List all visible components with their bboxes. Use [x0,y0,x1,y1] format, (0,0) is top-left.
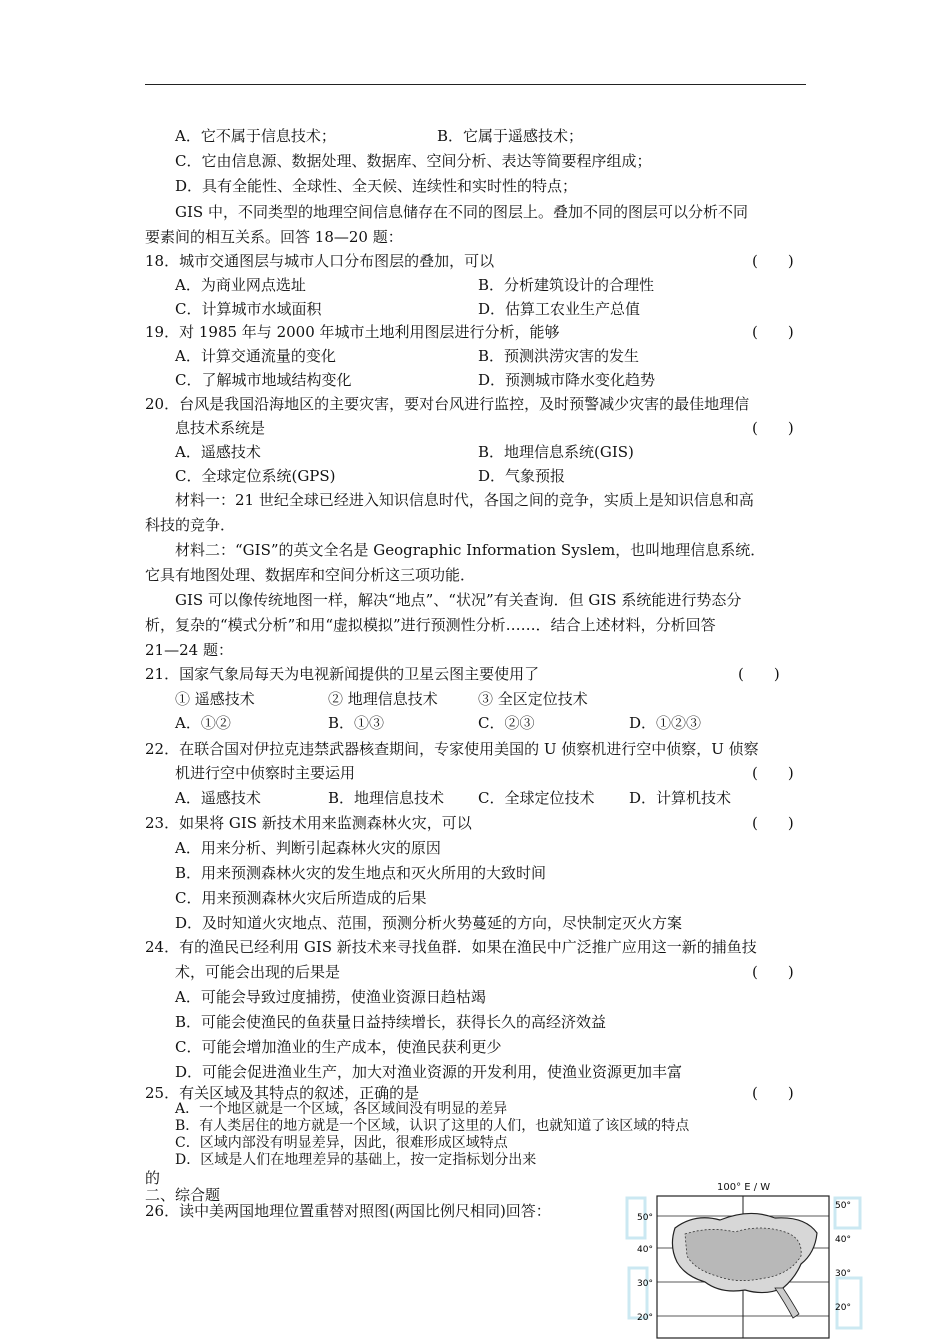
text-line: D．预测城市降水变化趋势 [478,371,656,389]
text-line: D．区域是人们在地理差异的基础上，按一定指标划分出来 [175,1152,537,1168]
text-line: D．计算机技术 [629,789,732,807]
text-line: 析，复杂的“模式分析”和用“虚拟模拟”进行预测性分析……．结合上述材料，分析回答 [145,616,716,634]
text-line: 机进行空中侦察时主要运用 [175,764,356,782]
text-line: 26．读中美两国地理位置重替对照图(两国比例尺相同)回答： [145,1202,551,1220]
text-line: 材料一：21 世纪全球已经进入知识信息时代，各国之间的竞争，实质上是知识信息和高 [175,491,754,509]
answer-bracket: ( ) [752,963,794,981]
text-line: 24．有的渔民已经利用 GIS 新技术来寻找鱼群．如果在渔民中广泛推广应用这一新的捕鱼技 [145,938,757,956]
china-usa-overlay-map [625,1178,865,1344]
text-line: D．气象预报 [478,467,566,485]
text-line: 22．在联合国对伊拉克违禁武器核查期间，专家使用美国的 U 侦察机进行空中侦察，U 侦察 [145,740,759,758]
text-line: C．了解城市地域结构变化 [175,371,352,389]
lat-label-right-30: 30° [835,1269,851,1279]
text-line: 18．城市交通图层与城市人口分布图层的叠加，可以 [145,252,495,270]
answer-bracket: ( ) [752,419,794,437]
text-line: D．及时知道火灾地点、范围，预测分析火势蔓延的方向，尽快制定灭火方案 [175,914,683,932]
lat-label-right-20: 20° [835,1303,851,1313]
lat-label-left-40: 40° [637,1245,653,1255]
text-line: 21．国家气象局每天为电视新闻提供的卫星云图主要使用了 [145,665,540,683]
text-line: C．全球定位系统(GPS) [175,467,336,485]
text-line: 19．对 1985 年与 2000 年城市土地利用图层进行分析，能够 [145,323,560,341]
text-line: B．可能会使渔民的鱼获量日益持续增长，获得长久的高经济效益 [175,1013,607,1031]
text-line: B．分析建筑设计的合理性 [478,276,655,294]
text-line: D．①②③ [629,714,702,732]
text-line: 的 [145,1169,161,1187]
text-line: C．用来预测森林火灾后所造成的后果 [175,889,427,907]
text-line: C．可能会增加渔业的生产成本，使渔民获利更少 [175,1038,502,1056]
text-line: ② 地理信息技术 [328,690,438,708]
text-line: C．它由信息源、数据处理、数据库、空间分析、表达等简要程序组成； [175,152,652,170]
answer-bracket: ( ) [752,252,794,270]
text-line: A．一个地区就是一个区域，各区域间没有明显的差异 [175,1101,508,1117]
lat-label-left-50: 50° [637,1213,653,1223]
text-line: GIS 可以像传统地图一样，解决“地点”、“状况”有关查询．但 GIS 系统能进行势态分 [175,591,742,609]
text-line: 材料二：“GIS”的英文全名是 Geographic Information Syslem，也叫地理信息系统． [175,541,766,559]
text-line: 25．有关区域及其特点的叙述，正确的是 [145,1084,420,1102]
text-line: 20．台风是我国沿海地区的主要灾害，要对台风进行监控，及时预警减少灾害的最佳地理信 [145,395,750,413]
text-line: B．地理信息系统(GIS) [478,443,634,461]
text-line: A．用来分析、判断引起森林火灾的原因 [175,839,441,857]
text-line: A．遥感技术 [175,443,261,461]
text-line: 21—24 题： [145,641,233,659]
answer-bracket: ( ) [738,665,780,683]
text-line: 23．如果将 GIS 新技术用来监测森林火灾，可以 [145,814,472,832]
answer-bracket: ( ) [752,323,794,341]
text-line: A．①② [175,714,231,732]
text-line: C．②③ [478,714,535,732]
text-line: C．全球定位技术 [478,789,595,807]
text-line: A．计算交通流量的变化 [175,347,336,365]
lat-label-right-40: 40° [835,1235,851,1245]
answer-bracket: ( ) [752,814,794,832]
text-line: B．有人类居住的地方就是一个区域，认识了这里的人们，也就知道了该区域的特点 [175,1118,690,1134]
map-top-label: 100° E / W [717,1182,771,1193]
text-line: 要素间的相互关系。回答 18—20 题： [145,228,403,246]
text-line: B．预测洪涝灾害的发生 [478,347,640,365]
text-line: ① 遥感技术 [175,690,255,708]
text-line: B．它属于遥感技术； [437,127,584,145]
text-line: D．估算工农业生产总值 [478,300,641,318]
text-line: 它具有地图处理、数据库和空间分析这三项功能． [145,566,476,584]
text-line: B．①③ [328,714,385,732]
text-line: GIS 中，不同类型的地理空间信息储存在不同的图层上。叠加不同的图层可以分析不同 [175,203,748,221]
text-line: A．为商业网点选址 [175,276,306,294]
lat-label-right-50: 50° [835,1201,851,1211]
text-line: C．计算城市水域面积 [175,300,322,318]
text-line: ③ 全区定位技术 [478,690,588,708]
text-line: B．用来预测森林火灾的发生地点和灭火所用的大致时间 [175,864,547,882]
text-line: C．区域内部没有明显差异，因此，很难形成区域特点 [175,1135,508,1151]
answer-bracket: ( ) [752,1084,794,1102]
lat-label-left-30: 30° [637,1279,653,1289]
text-line: B．地理信息技术 [328,789,445,807]
text-line: D．具有全能性、全球性、全天候、连续性和实时性的特点； [175,177,578,195]
text-line: 息技术系统是 [175,419,266,437]
text-line: D．可能会促进渔业生产，加大对渔业资源的开发利用，使渔业资源更加丰富 [175,1063,683,1081]
text-line: 二、综合题 [145,1186,221,1204]
lat-label-left-20: 20° [637,1313,653,1323]
answer-bracket: ( ) [752,764,794,782]
text-line: 科技的竞争． [145,516,236,534]
header-rule [145,84,806,85]
text-line: A．可能会导致过度捕捞，使渔业资源日趋枯竭 [175,988,486,1006]
text-line: A．它不属于信息技术； [175,127,336,145]
text-line: 术，可能会出现的后果是 [175,963,341,981]
text-line: A．遥感技术 [175,789,261,807]
